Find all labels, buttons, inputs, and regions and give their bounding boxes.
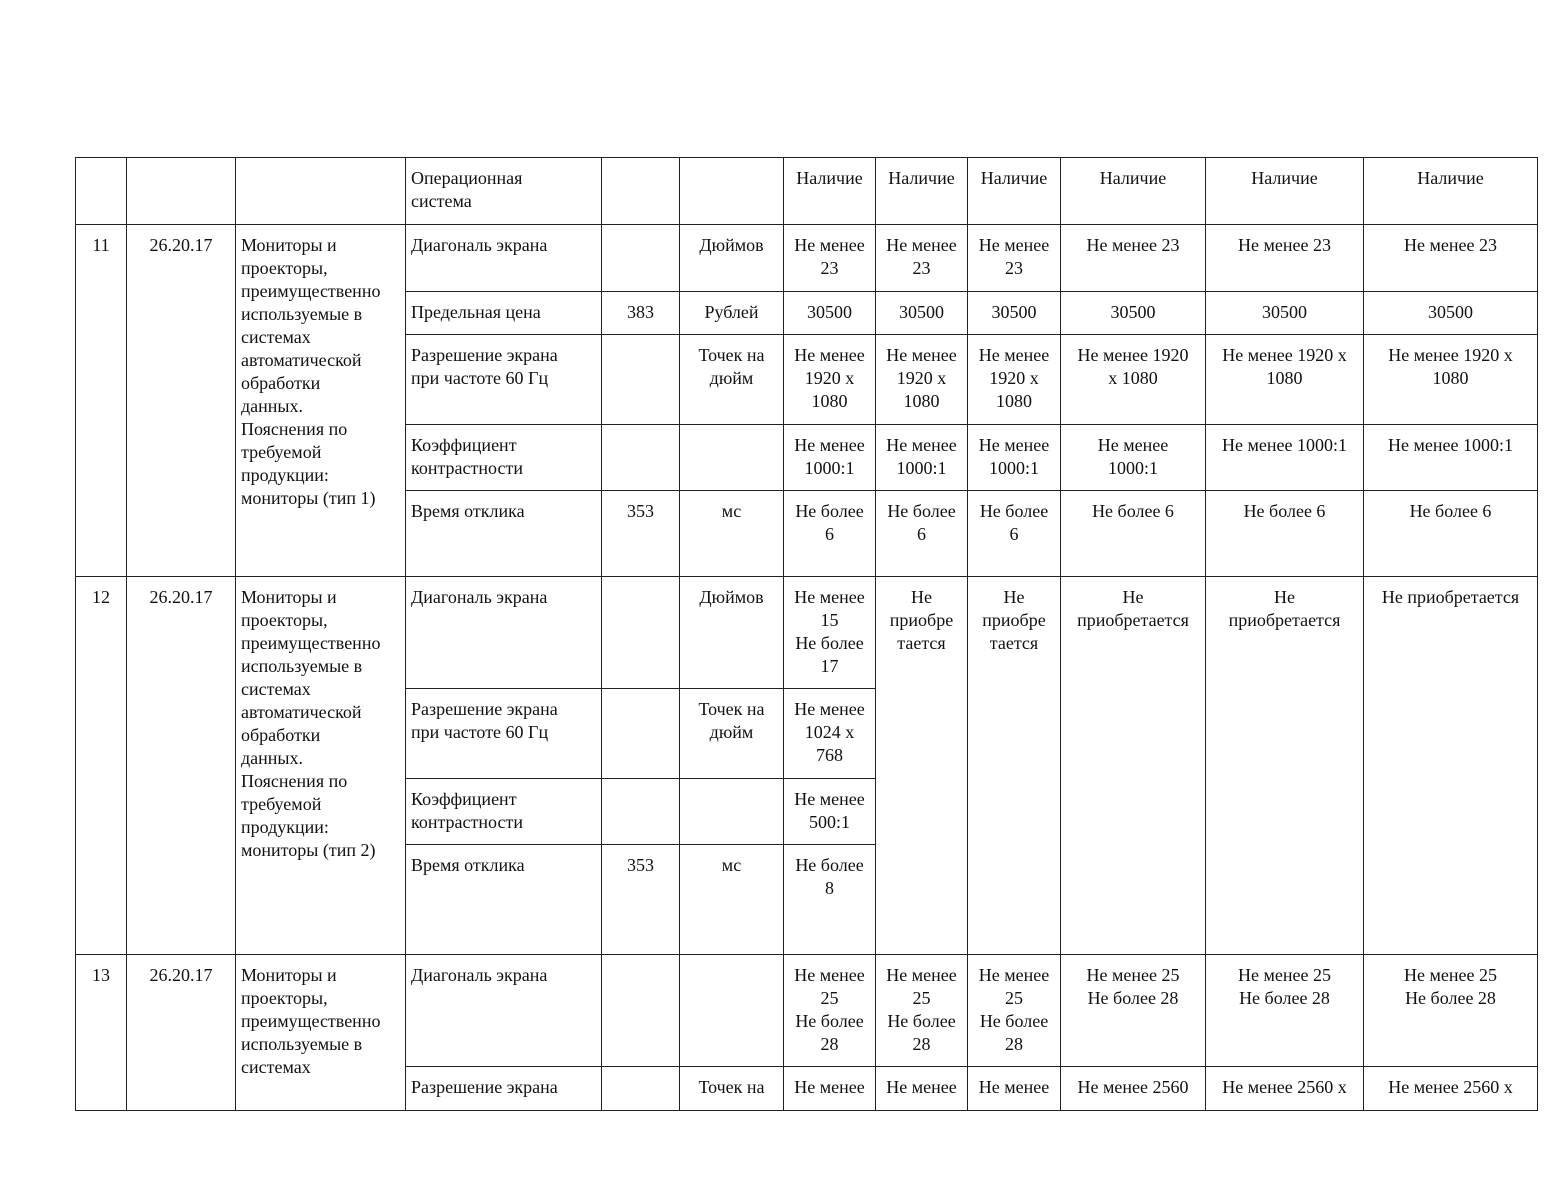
value-cell: Не менее 2560 x: [1364, 1067, 1538, 1111]
value-cell: 30500: [968, 292, 1061, 335]
value-cell: Не менее 25 Не более 28: [876, 955, 968, 1067]
value-cell: Не менее 23: [784, 225, 876, 292]
characteristic-cell: Диагональ экрана: [406, 955, 602, 1067]
value-cell: Не менее 23: [1061, 225, 1206, 292]
unit-cell: [680, 955, 784, 1067]
merged-value-cell: Не приобре тается: [876, 577, 968, 955]
value-cell: Не менее 500:1: [784, 779, 876, 845]
name-cell: [236, 158, 406, 225]
unit-cell: мс: [680, 845, 784, 955]
table-row: [76, 158, 1538, 225]
characteristic-cell: Разрешение экрана при частоте 60 Гц: [406, 689, 602, 779]
okei-cell: [602, 689, 680, 779]
value-cell: Наличие: [784, 158, 876, 225]
value-cell: Не менее: [968, 1067, 1061, 1111]
value-cell: Наличие: [1206, 158, 1364, 225]
value-cell: Не менее 23: [1364, 225, 1538, 292]
value-cell: Не более 6: [1061, 491, 1206, 577]
characteristic-cell: Предельная цена: [406, 292, 602, 335]
okpd-code: 26.20.17: [127, 955, 236, 1111]
value-cell: 30500: [1206, 292, 1364, 335]
unit-cell: Точек на дюйм: [680, 689, 784, 779]
value-cell: Не менее 2560: [1061, 1067, 1206, 1111]
value-cell: 30500: [1364, 292, 1538, 335]
okei-cell: [602, 335, 680, 425]
value-cell: Не менее 25 Не более 28: [1206, 955, 1364, 1067]
okei-cell: [602, 158, 680, 225]
unit-cell: Дюймов: [680, 577, 784, 689]
value-cell: Не менее 1920 x 1080: [1364, 335, 1538, 425]
value-cell: Не менее 1920 x 1080: [1061, 335, 1206, 425]
unit-cell: мс: [680, 491, 784, 577]
table-row: [76, 955, 1538, 1067]
value-cell: 30500: [876, 292, 968, 335]
value-cell: Наличие: [968, 158, 1061, 225]
value-cell: 30500: [1061, 292, 1206, 335]
value-cell: Не более 6: [1364, 491, 1538, 577]
value-cell: Наличие: [1061, 158, 1206, 225]
okei-cell: [602, 779, 680, 845]
row-number: 12: [76, 577, 127, 955]
characteristic-cell: Коэффициент контрастности: [406, 425, 602, 491]
unit-cell: Точек на: [680, 1067, 784, 1111]
characteristic-cell: Диагональ экрана: [406, 577, 602, 689]
table-row: [76, 577, 1538, 689]
product-name: Мониторы и проекторы, преимущественно используемые в системах автоматической обработки данных. Пояснения по требуемой продукции: мониторы (тип 1): [236, 225, 406, 577]
characteristic-cell: Диагональ экрана: [406, 225, 602, 292]
value-cell: Не менее 1920 x 1080: [784, 335, 876, 425]
characteristic-cell: Разрешение экрана при частоте 60 Гц: [406, 335, 602, 425]
okei-cell: [602, 225, 680, 292]
table-row: [76, 225, 1538, 292]
value-cell: Не менее 1024 x 768: [784, 689, 876, 779]
value-cell: Не менее 2560 x: [1206, 1067, 1364, 1111]
okei-cell: 353: [602, 491, 680, 577]
code-cell: [127, 158, 236, 225]
unit-cell: [680, 158, 784, 225]
value-cell: Не менее 15 Не более 17: [784, 577, 876, 689]
merged-value-cell: Не приобре тается: [968, 577, 1061, 955]
okei-cell: 383: [602, 292, 680, 335]
characteristic-cell: Разрешение экрана: [406, 1067, 602, 1111]
value-cell: Не менее 1920 x 1080: [968, 335, 1061, 425]
value-cell: Не менее 1920 x 1080: [876, 335, 968, 425]
merged-value-cell: Не приобретается: [1206, 577, 1364, 955]
value-cell: Не менее 23: [968, 225, 1061, 292]
okei-cell: [602, 1067, 680, 1111]
merged-value-cell: Не приобретается: [1364, 577, 1538, 955]
value-cell: Не более 6: [1206, 491, 1364, 577]
characteristic-cell: Операционная система: [406, 158, 602, 225]
value-cell: Не менее: [784, 1067, 876, 1111]
product-name: Мониторы и проекторы, преимущественно используемые в системах: [236, 955, 406, 1111]
value-cell: Не менее 1000:1: [876, 425, 968, 491]
value-cell: Не менее 1000:1: [1061, 425, 1206, 491]
value-cell: Наличие: [1364, 158, 1538, 225]
row-number: 13: [76, 955, 127, 1111]
unit-cell: Дюймов: [680, 225, 784, 292]
characteristic-cell: Время отклика: [406, 845, 602, 955]
value-cell: Не менее: [876, 1067, 968, 1111]
row-number: 11: [76, 225, 127, 577]
value-cell: Не менее 25 Не более 28: [1061, 955, 1206, 1067]
value-cell: Не менее 1000:1: [784, 425, 876, 491]
value-cell: Не менее 1920 x 1080: [1206, 335, 1364, 425]
characteristic-cell: Время отклика: [406, 491, 602, 577]
value-cell: Не менее 1000:1: [968, 425, 1061, 491]
characteristic-cell: Коэффициент контрастности: [406, 779, 602, 845]
requirements-table: [75, 157, 1538, 1111]
okei-cell: 353: [602, 845, 680, 955]
unit-cell: [680, 779, 784, 845]
num-cell: [76, 158, 127, 225]
merged-value-cell: Не приобретается: [1061, 577, 1206, 955]
value-cell: Не менее 23: [1206, 225, 1364, 292]
value-cell: Наличие: [876, 158, 968, 225]
unit-cell: Точек на дюйм: [680, 335, 784, 425]
value-cell: Не менее 25 Не более 28: [968, 955, 1061, 1067]
value-cell: Не более 6: [968, 491, 1061, 577]
value-cell: Не более 8: [784, 845, 876, 955]
value-cell: Не менее 1000:1: [1206, 425, 1364, 491]
unit-cell: Рублей: [680, 292, 784, 335]
value-cell: Не менее 25 Не более 28: [784, 955, 876, 1067]
okei-cell: [602, 955, 680, 1067]
value-cell: Не более 6: [876, 491, 968, 577]
unit-cell: [680, 425, 784, 491]
okpd-code: 26.20.17: [127, 577, 236, 955]
okei-cell: [602, 425, 680, 491]
value-cell: Не менее 23: [876, 225, 968, 292]
okei-cell: [602, 577, 680, 689]
value-cell: 30500: [784, 292, 876, 335]
product-name: Мониторы и проекторы, преимущественно используемые в системах автоматической обработки данных. Пояснения по требуемой продукции: мониторы (тип 2): [236, 577, 406, 955]
okpd-code: 26.20.17: [127, 225, 236, 577]
value-cell: Не менее 1000:1: [1364, 425, 1538, 491]
value-cell: Не более 6: [784, 491, 876, 577]
value-cell: Не менее 25 Не более 28: [1364, 955, 1538, 1067]
